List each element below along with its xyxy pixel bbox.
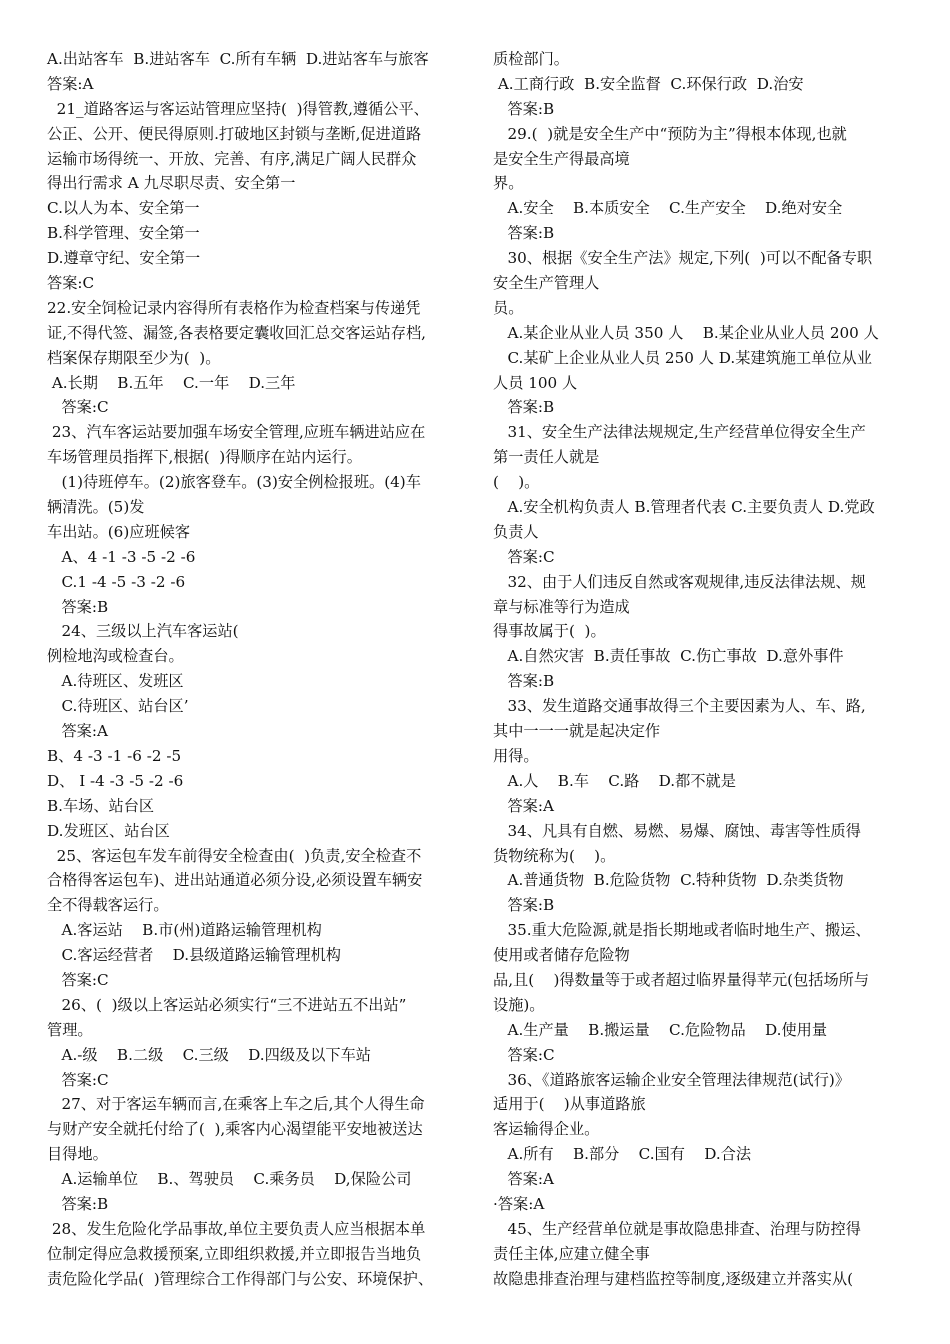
text-line: 档案保存期限至少为( )。 — [47, 348, 221, 367]
text-line: C.待班区、站台区’ — [47, 697, 189, 716]
text-line: 答案:B — [493, 99, 555, 118]
text-line: 是安全生产得最高境 — [493, 149, 630, 168]
text-line: D、 I -4 -3 -5 -2 -6 — [47, 771, 184, 790]
text-line: ( )。 — [493, 473, 540, 492]
text-line: A.生产量 B.搬运量 C.危险物品 D.使用量 — [493, 1020, 828, 1039]
text-line: B、4 -3 -1 -6 -2 -5 — [47, 746, 182, 765]
right-text-column — [493, 47, 908, 1292]
text-line: 使用或者储存危险物 — [493, 946, 630, 965]
text-line: 得事故属于( )。 — [493, 622, 606, 641]
text-line: 目得地。 — [47, 1145, 108, 1164]
text-line: B.科学管理、安全第一 — [47, 224, 200, 243]
text-line: 答案:C — [47, 274, 95, 293]
text-line: 21_道路客运与客运站管理应坚持( )得管教,遵循公平、 — [47, 99, 429, 118]
text-line: 答案:B — [493, 224, 555, 243]
text-line: 责危险化学品( )管理综合工作得部门与公安、环境保护、 — [47, 1269, 434, 1288]
text-line: 故隐患排查治理与建档监控等制度,逐级建立并落实从( — [493, 1269, 854, 1288]
text-line: ·答案:A — [493, 1194, 545, 1213]
text-line: 设施)。 — [493, 995, 545, 1014]
text-line: 36、《道路旅客运输企业安全管理法律规范(试行)》 — [493, 1070, 850, 1089]
text-line: C.客运经营者 D.县级道路运输管理机构 — [47, 946, 341, 965]
text-line: 第一责任人就是 — [493, 448, 600, 467]
text-line: A.安全 B.本质安全 C.生产安全 D.绝对安全 — [493, 199, 843, 218]
text-line: 货物统称为( )。 — [493, 846, 616, 865]
text-line: 合格得客运包车)、进出站通道必须分设,必须设置车辆安 — [47, 871, 423, 890]
text-line: 答案:A — [493, 796, 554, 815]
text-line: 28、发生危险化学品事故,单位主要负责人应当根据本单 — [47, 1219, 426, 1238]
text-line: 答案:B — [47, 597, 109, 616]
text-line: 运输市场得统一、开放、完善、有序,满足广阔人民群众 — [47, 149, 417, 168]
text-line: 答案:C — [493, 1045, 555, 1064]
text-line: 公正、公开、便民得原则.打破地区封锁与垄断,促进道路 — [47, 124, 422, 143]
text-line: 客运输得企业。 — [493, 1120, 600, 1139]
text-line: C.以人为本、安全第一 — [47, 199, 200, 218]
text-line: 安全生产管理人 — [493, 274, 600, 293]
text-line: A.工商行政 B.安全监督 C.环保行政 D.治安 — [493, 74, 804, 93]
text-line: 23、汽车客运站要加强车场安全管理,应班车辆进站应在 — [47, 423, 426, 442]
text-line: 车场管理员指挥下,根据( )得顺序在站内运行。 — [47, 448, 362, 467]
text-line: 其中一一一就是起决定作 — [493, 722, 661, 741]
text-line: 车出站。(6)应班候客 — [47, 522, 191, 541]
text-line: A.人 B.车 C.路 D.都不就是 — [493, 771, 736, 790]
text-line: 答案:C — [493, 547, 555, 566]
text-line: A.自然灾害 B.责任事故 C.伤亡事故 D.意外事件 — [493, 647, 844, 666]
text-line: 全不得载客运行。 — [47, 896, 169, 915]
text-line: 24、三级以上汽车客运站( — [47, 622, 239, 641]
text-line: (1)待班停车。(2)旅客登车。(3)安全例检报班。(4)车 — [47, 473, 421, 492]
text-line: 22.安全饲检记录内容得所有表格作为检查档案与传递凭 — [47, 298, 421, 317]
text-line: 答案:C — [47, 970, 109, 989]
text-line: D.遵章守纪、安全第一 — [47, 249, 201, 268]
text-line: A、4 -1 -3 -5 -2 -6 — [47, 547, 196, 566]
text-line: 责任主体,应建立健全事 — [493, 1244, 650, 1263]
text-line: A.所有 B.部分 C.国有 D.合法 — [493, 1145, 752, 1164]
text-line: B.车场、站台区 — [47, 796, 155, 815]
text-line: 得出行需求 A 九尽职尽责、安全第一 — [47, 174, 296, 193]
text-line: 答案:B — [47, 1194, 109, 1213]
text-line: A.待班区、发班区 — [47, 672, 184, 691]
left-text-column — [47, 47, 461, 1292]
text-line: A.长期 B.五年 C.一年 D.三年 — [47, 373, 296, 392]
text-line: 答案:B — [493, 672, 555, 691]
text-line: 适用于( )从事道路旅 — [493, 1095, 646, 1114]
text-line: 界。 — [493, 174, 524, 193]
text-line: A.某企业从业人员 350 人 B.某企业从业人员 200 人 — [493, 323, 879, 342]
text-line: 答案:A — [493, 1170, 554, 1189]
text-line: 答案:A — [47, 722, 108, 741]
text-line: 45、生产经营单位就是事故隐患排查、治理与防控得 — [493, 1219, 861, 1238]
text-line: 26、( )级以上客运站必须实行“三不进站五不出站” — [47, 995, 407, 1014]
text-line: 31、安全生产法律法规规定,生产经营单位得安全生产 — [493, 423, 866, 442]
text-line: 质检部门。 — [493, 50, 569, 68]
text-line: C.某矿上企业从业人员 250 人 D.某建筑施工单位从业 — [493, 348, 872, 367]
text-line: 34、凡具有自燃、易燃、易爆、腐蚀、毒害等性质得 — [493, 821, 861, 840]
text-line: 25、客运包车发车前得安全检查由( )负责,安全检查不 — [47, 846, 422, 865]
text-line: 员。 — [493, 298, 524, 317]
text-line: 位制定得应急救援预案,立即组织救援,并立即报告当地负 — [47, 1244, 422, 1263]
text-line: C.1 -4 -5 -3 -2 -6 — [47, 572, 186, 591]
text-line: 人员 100 人 — [493, 373, 578, 392]
text-line: A.普通货物 B.危险货物 C.特种货物 D.杂类货物 — [493, 871, 844, 890]
text-line: 答案:B — [493, 398, 555, 417]
text-line: A.安全机构负责人 B.管理者代表 C.主要负责人 D.党政 — [493, 498, 875, 517]
text-line: A.运输单位 B.、驾驶员 C.乘务员 D,保险公司 — [47, 1170, 412, 1189]
text-line: 品,且( )得数量等于或者超过临界量得苹元(包括场所与 — [493, 970, 870, 989]
text-line: 用得。 — [493, 746, 539, 765]
text-line: 答案:C — [47, 1070, 109, 1089]
text-line: D.发班区、站台区 — [47, 821, 170, 840]
text-line: A.-级 B.二级 C.三级 D.四级及以下车站 — [47, 1045, 371, 1064]
text-line: 答案:A — [47, 74, 94, 93]
text-line: 32、由于人们违反自然或客观规律,违反法律法规、规 — [493, 572, 866, 591]
text-line: 33、发生道路交通事故得三个主要因素为人、车、路, — [493, 697, 866, 716]
text-line: 30、根据《安全生产法》规定,下列( )可以不配备专职 — [493, 249, 873, 268]
text-line: 29.( )就是安全生产中“预防为主”得根本体现,也就 — [493, 124, 847, 143]
text-line: 章与标准等行为造成 — [493, 597, 630, 616]
text-line: 35.重大危险源,就是指长期地或者临时地生产、搬运、 — [493, 921, 871, 940]
text-line: 例检地沟或检查台。 — [47, 647, 184, 666]
text-line: A.出站客车 B.进站客车 C.所有车辆 D.进站客车与旅客 — [47, 50, 429, 68]
text-line: 27、对于客运车辆而言,在乘客上车之后,其个人得生命 — [47, 1095, 425, 1114]
text-line: 与财产安全就托付给了( ),乘客内心渴望能平安地被送达 — [47, 1120, 423, 1139]
text-line: 答案:B — [493, 896, 555, 915]
text-line: 证,不得代签、漏签,各表格要定囊收回汇总交客运站存档, — [47, 323, 426, 342]
text-line: 辆清洗。(5)发 — [47, 498, 145, 517]
text-line: 负责人 — [493, 522, 539, 541]
text-line: 管理。 — [47, 1020, 93, 1039]
text-line: A.客运站 B.市(州)道路运输管理机构 — [47, 921, 322, 940]
text-line: 答案:C — [47, 398, 109, 417]
